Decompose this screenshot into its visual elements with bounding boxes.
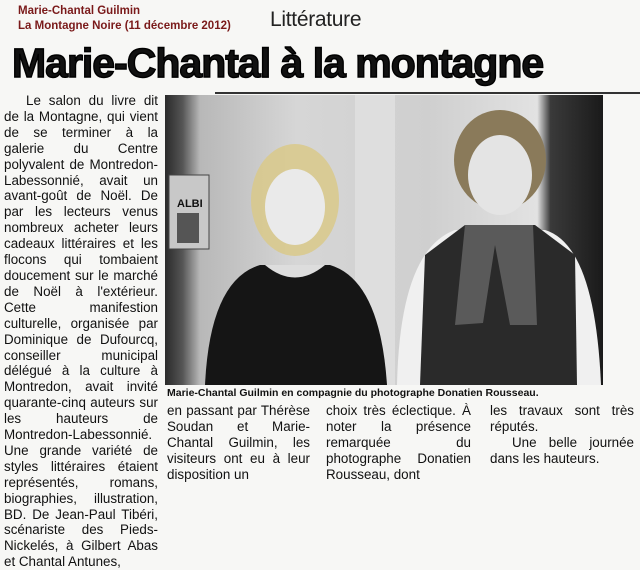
paragraph: Une belle journée dans les hauteurs. (490, 434, 634, 466)
article-column-2 (167, 403, 310, 483)
source-publication: La Montagne Noire (11 décembre 2012) (18, 20, 231, 32)
photo-illustration (165, 95, 603, 385)
poster-text: ALBI (177, 198, 203, 210)
section-rubric: Littérature (270, 8, 362, 31)
photo-caption: Marie-Chantal Guilmin en compagnie du photographe Donatien Rousseau. (167, 387, 539, 399)
article-photo (165, 95, 603, 385)
divider (215, 92, 640, 94)
headline: Marie-Chantal à la montagne (12, 40, 544, 86)
paragraph-continued: les travaux sont très réputés. (490, 403, 634, 434)
poster (169, 175, 209, 249)
paragraph: Le salon du livre dit de la Montagne, qui vient de se terminer à la galerie du Centre polyvalent de Montredon-Labessonnié, avait un avant-goût de Noël. De par les lecteurs venus nombreux acheter leurs cadeaux littéraires et les flocons qui tombaient doucement sur le marché de Noël à l'extérieur. Cette manifestion culturelle, organisée par Dominique de Dufourcq, conseiller municipal délégué à la culture à Montredon, avait invité quarante-cinq auteurs sur les hauteurs de Montredon-Labessonnié. Une grande variété de styles littéraires étaient représentés, romans, biographies, illustration, BD. De Jean-Paul Tibéri, scénariste des Pieds-Nickelés, à Gilbert Abas et Chantal Antunes, (4, 93, 158, 570)
man (397, 110, 601, 385)
paragraph-continued: en passant par Thérèse Soudan et Marie-Chantal Guilmin, les visiteurs ont eu à leur disposition un (167, 403, 310, 482)
paragraph-continued: choix très éclectique. À noter la présence remarquée du photographe Donatien Rousseau, dont (326, 403, 471, 482)
source-author: Marie-Chantal Guilmin (18, 5, 141, 17)
article-column-3 (326, 403, 471, 483)
article-column-1 (4, 93, 158, 570)
article-column-4 (490, 403, 634, 467)
